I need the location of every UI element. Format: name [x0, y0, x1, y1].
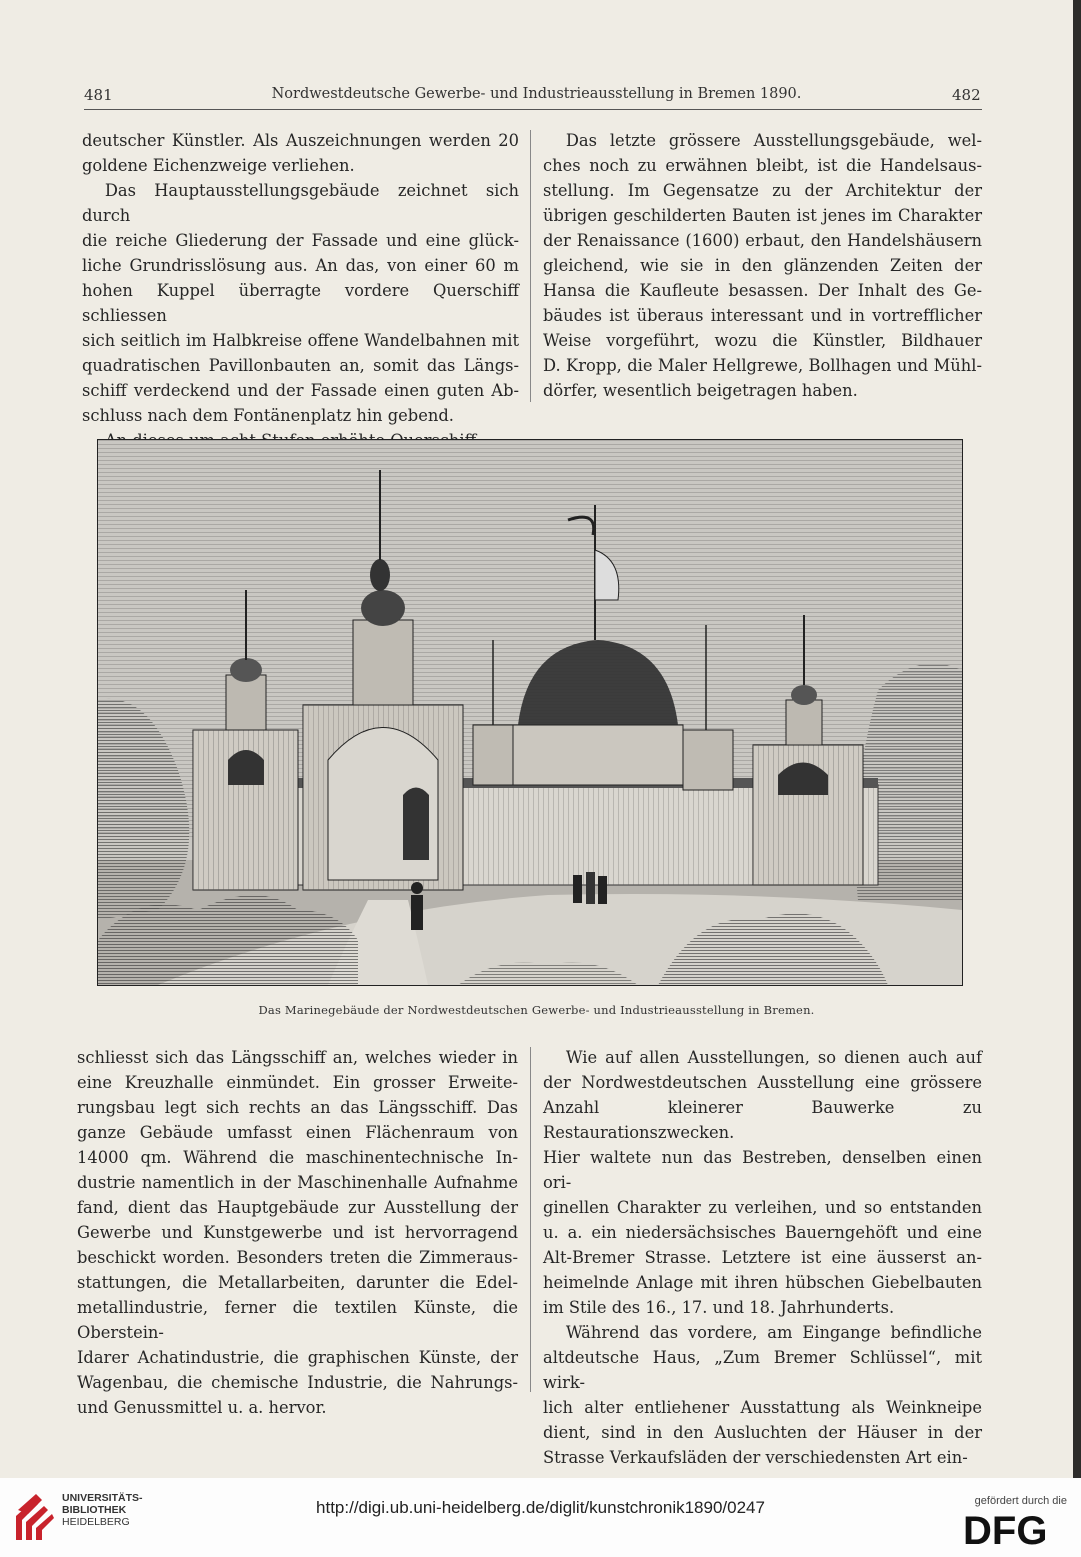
- text-line: rungsbau legt sich rechts an das Längsschiff. Das: [77, 1098, 518, 1117]
- lower-left-column: [77, 1045, 518, 1420]
- text-line: Das Hauptausstellungsgebäude zeichnet sich durch: [82, 181, 519, 225]
- text-line: fand, dient das Hauptgebäude zur Ausstellung der: [77, 1198, 518, 1217]
- text-line: Strasse Verkaufsläden der verschiedensten Art ein-: [543, 1448, 968, 1467]
- text-line: Während das vordere, am Eingange befindliche: [565, 1323, 982, 1342]
- text-line: Das letzte grössere Ausstellungsgebäude, wel-: [565, 131, 982, 150]
- text-line: und Genussmittel u. a. hervor.: [77, 1398, 327, 1417]
- paragraph: [82, 178, 519, 428]
- dfg-logo-icon: [963, 1511, 1067, 1547]
- text-line: deutscher Künstler. Als Auszeichnungen werden 20: [82, 131, 519, 150]
- text-line: u. a. ein niedersächsisches Bauerngehöft und eine: [543, 1223, 982, 1242]
- paragraph: [77, 1045, 518, 1420]
- text-line: Idarer Achatindustrie, die graphischen Künste, der: [77, 1348, 518, 1367]
- text-line: schluss nach dem Fontänenplatz hin gebend.: [82, 406, 454, 425]
- text-line: altdeutsche Haus, „Zum Bremer Schlüssel“, mit wirk-: [543, 1348, 982, 1392]
- text-line: schiff verdeckend und der Fassade einen guten Ab-: [82, 381, 519, 400]
- engraving-drawing: [98, 440, 962, 985]
- text-line: ches noch zu erwähnen bleibt, ist die Handelsaus-: [543, 156, 982, 175]
- upper-right-column: [543, 128, 982, 403]
- scan-edge: [1073, 0, 1081, 1478]
- paragraph: [543, 128, 982, 403]
- text-line: Hansa die Kaufleute besassen. Der Inhalt des Ge-: [543, 281, 982, 300]
- text-line: stattungen, die Metallarbeiten, darunter die Edel-: [77, 1273, 518, 1292]
- engraving-marine-building: [97, 439, 963, 986]
- text-line: quadratischen Pavillonbauten an, somit das Längs-: [82, 356, 519, 375]
- text-line: Weise vorgeführt, wozu die Künstler, Bildhauer: [543, 331, 982, 350]
- page-number-left: 481: [84, 86, 113, 104]
- text-line: ginellen Charakter zu verleihen, und so entstanden: [543, 1198, 982, 1217]
- text-line: ganze Gebäude umfasst einen Flächenraum von: [77, 1123, 518, 1142]
- column-divider: [530, 1047, 531, 1392]
- text-line: dient, sind in den Ausluchten der Häuser in der: [543, 1423, 982, 1442]
- header-rule: [84, 109, 982, 110]
- text-line: Wagenbau, die chemische Industrie, die Nahrungs-: [77, 1373, 518, 1392]
- lower-right-column: [543, 1045, 982, 1470]
- text-line: eine Kreuzhalle einmündet. Ein grosser Erweite-: [77, 1073, 518, 1092]
- text-line: der Nordwestdeutschen Ausstellung eine grössere: [543, 1073, 982, 1092]
- library-name-line: BIBLIOTHEK: [62, 1504, 127, 1516]
- text-line: dustrie namentlich in der Maschinenhalle Aufnahme: [77, 1173, 518, 1192]
- text-line: Wie auf allen Ausstellungen, so dienen auch auf: [565, 1048, 982, 1067]
- text-line: liche Grundrisslösung aus. An das, von einer 60 m: [82, 256, 519, 275]
- text-line: im Stile des 16., 17. und 18. Jahrhunderts.: [543, 1298, 895, 1317]
- text-line: hohen Kuppel überragte vordere Querschiff schliessen: [82, 281, 519, 325]
- running-title: Nordwestdeutsche Gewerbe- und Industrieausstellung in Bremen 1890.: [271, 86, 802, 102]
- text-line: bäudes ist überaus interessant und in vortrefflicher: [543, 306, 982, 325]
- text-line: Alt-Bremer Strasse. Letztere ist eine äusserst an-: [543, 1248, 982, 1267]
- text-line: übrigen geschilderten Bauten ist jenes im Charakter: [543, 206, 982, 225]
- column-divider: [530, 130, 531, 402]
- text-line: sich seitlich im Halbkreise offene Wandelbahnen mit: [82, 331, 519, 350]
- footer-bar: [0, 1478, 1081, 1557]
- library-name-line: UNIVERSITÄTS-: [62, 1492, 143, 1504]
- page-number-right: 482: [952, 86, 981, 104]
- paragraph: [543, 1045, 982, 1320]
- text-line: Anzahl kleinerer Bauwerke zu Restaurationszwecken.: [543, 1098, 982, 1142]
- text-line: D. Kropp, die Maler Hellgrewe, Bollhagen und Mühl-: [543, 356, 982, 375]
- text-line: die reiche Gliederung der Fassade und eine glück-: [82, 231, 519, 250]
- paragraph: [82, 128, 519, 178]
- text-line: 14000 qm. Während die maschinentechnische In-: [77, 1148, 518, 1167]
- text-line: dörfer, wesentlich beigetragen haben.: [543, 381, 858, 400]
- source-url-link[interactable]: http://digi.ub.uni-heidelberg.de/diglit/kunstchronik1890/0247: [316, 1498, 765, 1517]
- text-line: lich alter entliehener Ausstattung als Weinkneipe: [543, 1398, 982, 1417]
- text-line: der Renaissance (1600) erbaut, den Handelshäusern: [543, 231, 982, 250]
- text-line: schliesst sich das Längsschiff an, welches wieder in: [77, 1048, 518, 1067]
- text-line: goldene Eichenzweige verliehen.: [82, 156, 355, 175]
- figure-caption: Das Marinegebäude der Nordwestdeutschen Gewerbe- und Industrieausstellung in Bremen.: [258, 1003, 815, 1017]
- text-line: metallindustrie, ferner die textilen Künste, die Oberstein-: [77, 1298, 518, 1342]
- text-line: gleichend, wie sie in den glänzenden Zeiten der: [543, 256, 982, 275]
- text-line: Gewerbe und Kunstgewerbe und ist hervorragend: [77, 1223, 518, 1242]
- text-line: beschickt worden. Besonders treten die Zimmeraus-: [77, 1248, 518, 1267]
- upper-left-column: [82, 128, 519, 453]
- text-line: stellung. Im Gegensatze zu der Architektur der: [543, 181, 982, 200]
- funding-note: gefördert durch die: [974, 1495, 1067, 1507]
- text-line: heimelnde Anlage mit ihren hübschen Giebelbauten: [543, 1273, 982, 1292]
- dfg-logo-text: DFG: [963, 1511, 1048, 1547]
- paragraph: [543, 1320, 982, 1470]
- library-name-line: HEIDELBERG: [62, 1516, 130, 1528]
- text-line: Hier waltete nun das Bestreben, denselben einen ori-: [543, 1148, 982, 1192]
